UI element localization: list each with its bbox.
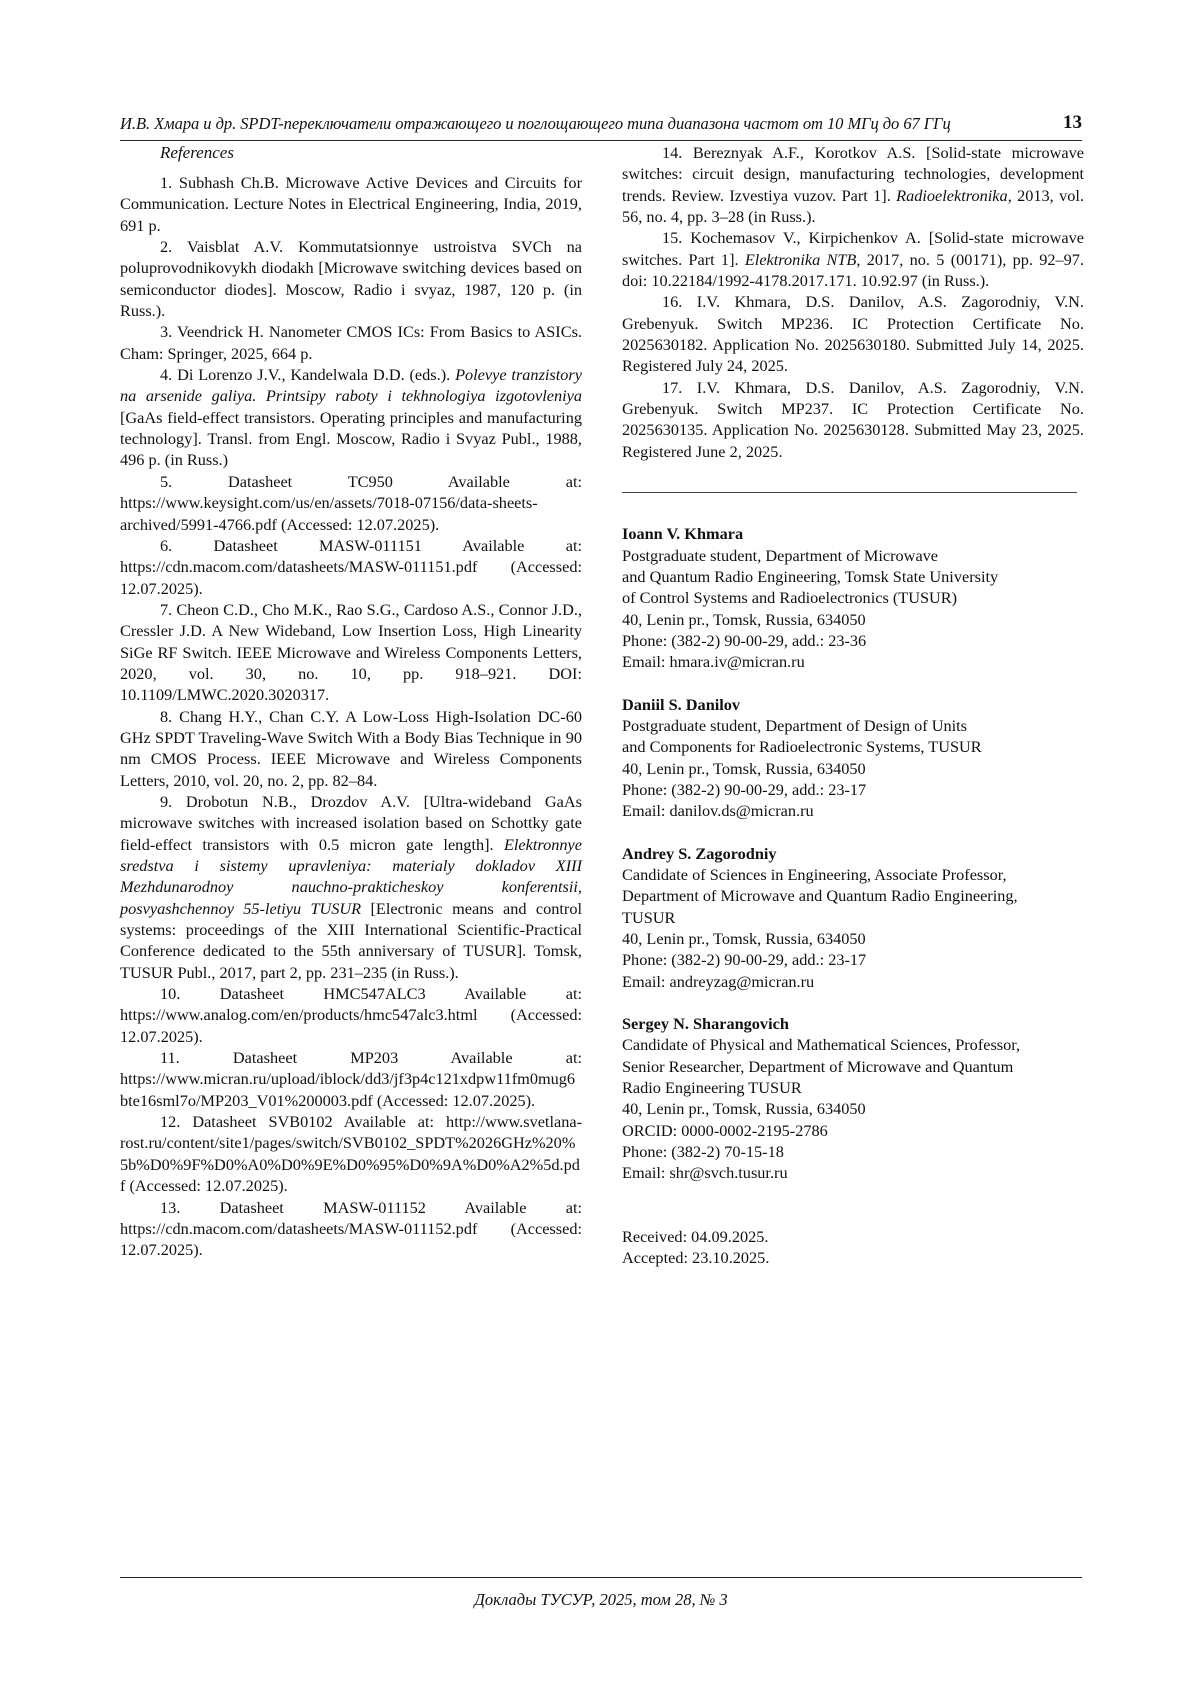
reference-text: 1. Subhash Ch.B. Microwave Active Devices and Circuits for Communication. Lecture Notes in Electrical Engineering, India, 2019, 691 p. (120, 173, 582, 235)
reference-item (120, 172, 582, 236)
reference-text: 7. Cheon C.D., Cho M.K., Rao S.G., Cardoso A.S., Connor J.D., Cressler J.D. A New Wideband, Low Insertion Loss, High Linearity SiGe RF Switch. IEEE Microwave and Wireless Components Letters, 2020, vol. 30, no. 10, pp. 918–921. DOI: 10.1109/LMWC.2020.3020317. (120, 599, 582, 705)
reference-text: 11. Datasheet MP203 Available at: https://www.micran.ru/upload/iblock/dd3/jf3p4c121xdpw11fm0mug6bte16sml7o/MP203_V01%200003.pdf (Accessed: 12.07.2025). (120, 1048, 582, 1110)
author-detail-line: Phone: (382-2) 90-00-29, add.: 23-36 (622, 630, 867, 650)
reference-text: 8. Chang H.Y., Chan C.Y. A Low-Loss High-Isolation DC-60 GHz SPDT Traveling-Wave Switch With a Body Bias Technique in 90 nm CMOS Process. IEEE Microwave and Wireless Components Letters, 2010, vol. 20, no. 2, pp. 82–84. (120, 706, 582, 790)
accepted-date: Accepted: 23.10.2025. (622, 1248, 770, 1268)
author-name: Sergey N. Sharangovich (622, 1014, 789, 1034)
reference-item (120, 599, 582, 706)
reference-item (622, 227, 1084, 291)
reference-item (120, 983, 582, 1047)
reference-text: 5. Datasheet TC950 Available at: https://www.keysight.com/us/en/assets/7018-07156/data-sheets-archived/5991-4766.pdf (Accessed: 12.07.2025). (120, 471, 582, 534)
author-detail-line: Phone: (382-2) 90-00-29, add.: 23-17 (622, 779, 867, 799)
header-title: И.В. Хмара и др. SPDT-переключатели отражающего и поглощающего типа диапазона частот от 10 МГц до 67 ГГц (120, 114, 951, 133)
reference-text: , 2013, vol. 56, no. 4, pp. 3–28 (in Russ.). (622, 185, 1084, 227)
submission-dates (622, 1226, 1084, 1269)
reference-item (120, 1111, 582, 1196)
author-detail-line: Senior Researcher, Department of Microwave and Quantum (622, 1056, 1014, 1076)
author-block (622, 1013, 1084, 1184)
author-block (622, 694, 1084, 822)
author-detail-line: of Control Systems and Radioelectronics (TUSUR) (622, 588, 958, 608)
reference-text: 2. Vaisblat A.V. Kommutatsionnye ustroistva SVCh na poluprovodnikovykh diodakh [Microwave switching devices based on semiconductor diodes]. Moscow, Radio i svyaz, 1987, 120 p. (in Russ.). (120, 237, 582, 321)
author-detail-line: 40, Lenin pr., Tomsk, Russia, 634050 (622, 929, 866, 948)
reference-italic-text: Elektronnye sredstva i sistemy upravleniya: materialy dokladov XIII Mezhdunarodnoy nauchno-prakticheskoy konferentsii, posvyashchennoy 55-letiyu TUSUR (120, 834, 582, 918)
author-detail-line: Department of Microwave and Quantum Radio Engineering, (622, 886, 1018, 906)
reference-text: 9. Drobotun N.B., Drozdov A.V. [Ultra-wideband GaAs microwave switches with increased isolation based on Schottky gate field-effect transistors with 0.5 micron gate length]. (120, 791, 582, 854)
author-detail-line: 40, Lenin pr., Tomsk, Russia, 634050 (622, 1099, 866, 1119)
reference-item (622, 142, 1084, 227)
reference-item (120, 706, 582, 791)
reference-item (120, 471, 582, 535)
right-column (622, 142, 1084, 1268)
reference-text: 17. I.V. Khmara, D.S. Danilov, A.S. Zagorodniy, V.N. Grebenyuk. Switch MP237. IC Protection Certificate No. 2025630135. Application No. 2025630128. Submitted May 23, 2025. Registered June 2, 2025. (622, 377, 1084, 461)
reference-italic-text: Polevye tranzistory na arsenide galiya. Printsipy raboty i tekhnologiya izgotovleniya (120, 365, 582, 406)
reference-text: [GaAs field-effect transistors. Operating principles and manufacturing technology]. Transl. from Engl. Moscow, Radio i Svyaz Publ., 1988, 496 p. (in Russ.) (120, 407, 582, 470)
reference-list-left (120, 172, 582, 1261)
left-column (120, 142, 582, 1261)
author-email: Email: hmara.iv@micran.ru (622, 652, 805, 672)
reference-list-right (622, 142, 1084, 462)
received-date: Received: 04.09.2025. (622, 1226, 769, 1246)
author-detail-line: and Components for Radioelectronic Systems, TUSUR (622, 737, 982, 757)
footer-divider (120, 1577, 1082, 1578)
author-detail-line: Candidate of Physical and Mathematical Sciences, Professor, (622, 1035, 1021, 1055)
author-detail-line: Phone: (382-2) 90-00-29, add.: 23-17 (622, 950, 867, 970)
author-email: Email: shr@svch.tusur.ru (622, 1163, 788, 1183)
reference-text: , 2017, no. 5 (00171), pp. 92–97. doi: 10.22184/1992-4178.2017.171. 10.92.97 (in Russ.). (622, 249, 1085, 291)
reference-item (120, 321, 582, 364)
author-name: Daniil S. Danilov (622, 694, 741, 714)
reference-item (120, 236, 582, 321)
reference-text: 15. Kochemasov V., Kirpichenkov A. [Solid-state microwave switches. Part 1]. (622, 228, 1084, 269)
reference-item (120, 1047, 582, 1111)
reference-item (120, 1197, 582, 1261)
reference-item (120, 364, 582, 471)
author-detail-line: Candidate of Sciences in Engineering, Associate Professor, (622, 864, 1007, 884)
reference-text: 10. Datasheet HMC547ALC3 Available at: https://www.analog.com/en/products/hmc547alc3.html (Accessed: 12.07.2025). (120, 984, 582, 1046)
reference-item (120, 791, 582, 983)
reference-item (120, 535, 582, 599)
author-detail-line: Postgraduate student, Department of Microwave (622, 545, 939, 565)
reference-item (622, 377, 1084, 462)
author-name: Andrey S. Zagorodniy (622, 843, 777, 863)
author-info-list (622, 523, 1084, 1184)
page-number: 13 (1063, 112, 1082, 133)
author-detail-line: ORCID: 0000-0002-2195-2786 (622, 1120, 828, 1140)
author-detail-line: and Quantum Radio Engineering, Tomsk State University (622, 566, 999, 586)
section-divider (622, 492, 1077, 493)
author-email: Email: danilov.ds@micran.ru (622, 801, 814, 821)
author-detail-line: Radio Engineering TUSUR (622, 1078, 802, 1098)
author-email: Email: andreyzag@micran.ru (622, 971, 815, 991)
reference-text: 6. Datasheet MASW-011151 Available at: https://cdn.macom.com/datasheets/MASW-011151.pdf (Accessed: 12.07.2025). (120, 535, 582, 598)
running-footer: Доклады ТУСУР, 2025, том 28, № 3 (474, 1590, 728, 1609)
author-block (622, 523, 1084, 672)
references-heading: References (160, 143, 234, 162)
reference-text: 3. Veendrick H. Nanometer CMOS ICs: From Basics to ASICs. Cham: Springer, 2025, 664 p. (120, 322, 582, 363)
author-block (622, 843, 1084, 992)
reference-text: 13. Datasheet MASW-011152 Available at: https://cdn.macom.com/datasheets/MASW-011152.pdf (Accessed: 12.07.2025). (120, 1197, 582, 1260)
reference-text: 4. Di Lorenzo J.V., Kandelwala D.D. (eds.). (160, 365, 456, 385)
reference-item (622, 291, 1084, 376)
author-detail-line: Phone: (382-2) 70-15-18 (622, 1142, 784, 1162)
reference-text: 14. Bereznyak A.F., Korotkov A.S. [Solid-state microwave switches: circuit design, manufacturing technologies, development trends. Review. Izvestiya vuzov. Part 1]. (622, 143, 1084, 205)
author-detail-line: Postgraduate student, Department of Design of Units (622, 715, 968, 735)
running-header (120, 112, 1082, 141)
reference-italic-text: Radioelektronika (896, 185, 1008, 205)
reference-text: 16. I.V. Khmara, D.S. Danilov, A.S. Zagorodniy, V.N. Grebenyuk. Switch MP236. IC Protection Certificate No. 2025630182. Application No. 2025630180. Submitted July 14, 2025. Registered July 24, 2025. (622, 292, 1084, 376)
reference-italic-text: Elektronika NTB (744, 249, 857, 269)
reference-text: [Electronic means and control systems: proceedings of the XIII International Scientific-Practical Conference dedicated to the 55th anniversary of TUSUR]. Tomsk, TUSUR Publ., 2017, part 2, pp. 231–235 (in Russ.). (120, 898, 582, 982)
author-detail-line: 40, Lenin pr., Tomsk, Russia, 634050 (622, 758, 866, 778)
reference-text: 12. Datasheet SVB0102 Available at: http://www.svetlana-rost.ru/content/site1/pages/switch/SVB0102_SPDT%2026GHz%20%5b%D0%9F%D0%A0%D0%9E%D0%95%D0%9A%D0%A2%5d.pdf (Accessed: 12.07.2025). (120, 1112, 582, 1196)
author-detail-line: 40, Lenin pr., Tomsk, Russia, 634050 (622, 609, 866, 629)
author-name: Ioann V. Khmara (622, 524, 744, 544)
author-detail-line: TUSUR (622, 907, 676, 927)
